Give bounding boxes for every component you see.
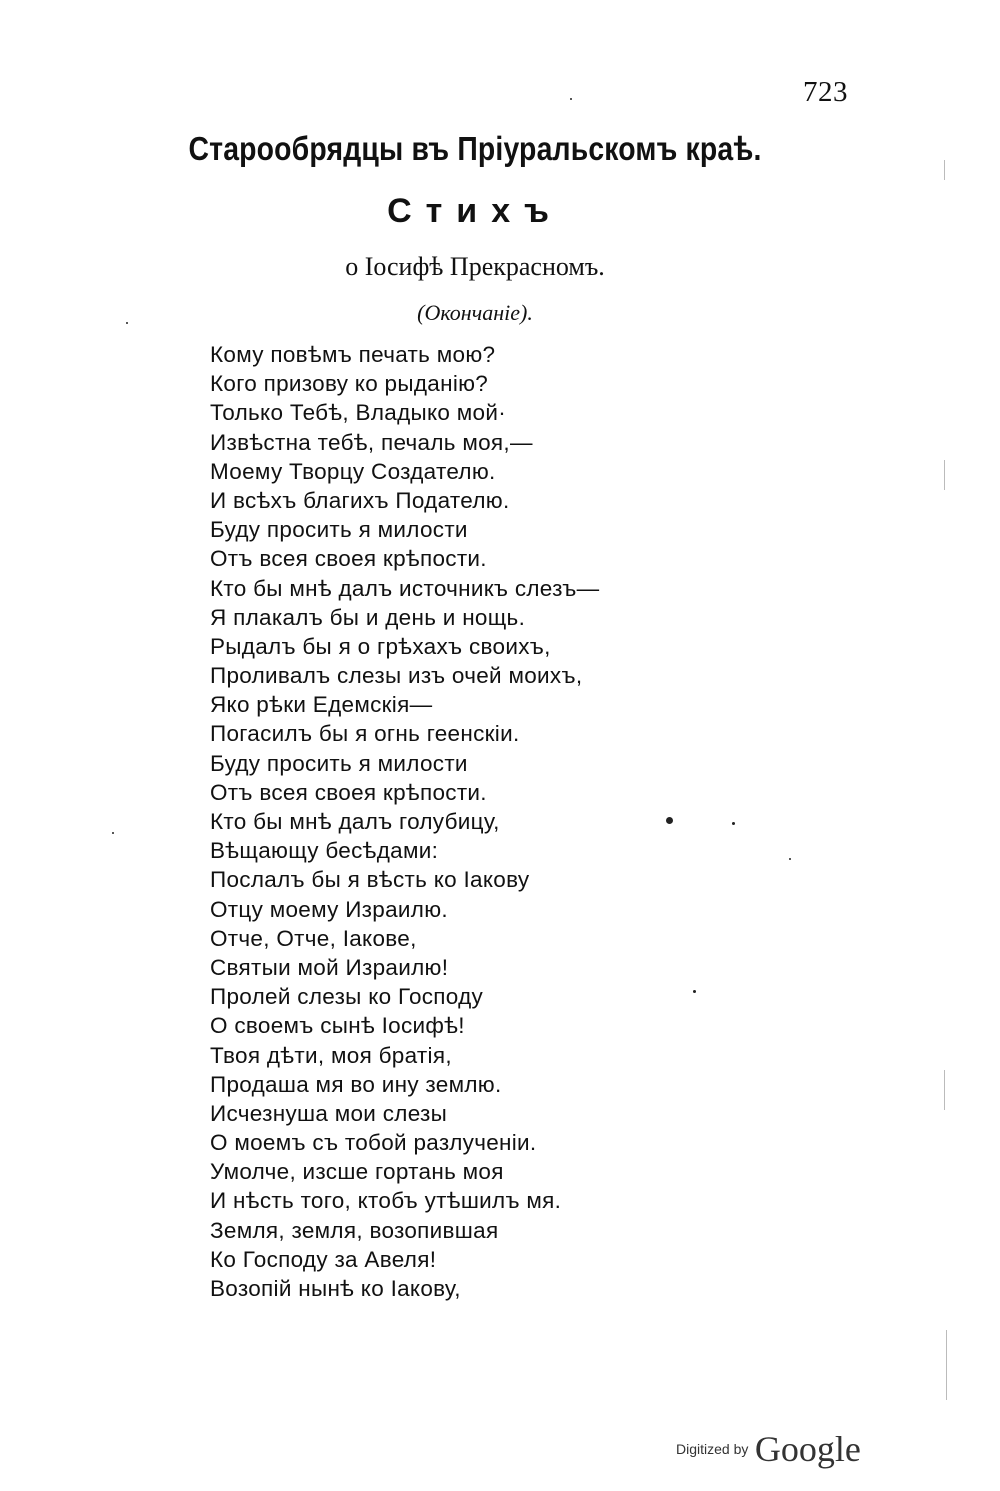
page-number: 723 (803, 76, 848, 108)
verse-line: Ко Господу за Авеля! (210, 1246, 437, 1272)
verse-line: Исчезнуша мои слезы (210, 1100, 448, 1126)
verse-line: Проливалъ слезы изъ очей моихъ, (210, 663, 583, 689)
verse-line: Возопій нынѣ ко Іакову, (210, 1276, 461, 1301)
verse-line: Кого призову ко рыданію? (210, 371, 489, 397)
verse-line: Кто бы мнѣ далъ голубицу, (210, 809, 500, 834)
scan-speck (570, 98, 572, 100)
verse-line: Моему Творцу Создателю. (210, 458, 496, 484)
verse-line: Кому повѣмъ печать мою? (210, 342, 496, 367)
verse-line: Кто бы мнѣ далъ источникъ слезъ— (210, 575, 600, 601)
poem-subject: о Іосифѣ Прекрасномъ. (345, 252, 605, 281)
verse-line: Я плакалъ бы и день и нощь. (210, 604, 526, 630)
scan-edge-line (944, 460, 945, 490)
verse-line: Яко рѣки Едемскія— (210, 692, 433, 718)
verse-line: Отъ всея своея крѣпости. (210, 779, 487, 805)
scan-edge-line (946, 1330, 947, 1400)
scan-speck (693, 990, 696, 993)
verse-line: Погасилъ бы я огнь геенскіи. (210, 721, 520, 747)
verse-line: И нѣсть того, ктобъ утѣшилъ мя. (210, 1188, 562, 1214)
verse-line: Отъ всея своея крѣпости. (210, 546, 487, 572)
verse-line: О своемъ сынѣ Іосифѣ! (210, 1013, 465, 1039)
verse-line: О моемъ съ тобой разлученіи. (210, 1130, 537, 1156)
verse-line: Буду просить я милости (210, 750, 468, 776)
poem-type-heading: Стихъ (387, 192, 563, 230)
installment-note: (Окончаніе). (417, 300, 533, 325)
verse-line: И всѣхъ благихъ Подателю. (210, 487, 510, 513)
verse-line: Послалъ бы я вѣсть ко Іакову (210, 867, 530, 893)
digitized-by-watermark (676, 1428, 861, 1470)
verse-line: Вѣщающу бесѣдами: (210, 838, 439, 864)
scan-edge-line (944, 160, 945, 180)
verse-line: Святыи мой Израилю! (210, 954, 449, 980)
running-header-title: Старообрядцы въ Пріуральскомъ краѣ. (188, 130, 762, 167)
scan-edge-line (944, 1070, 945, 1110)
scan-speck (666, 817, 673, 824)
verse-line: Отцу моему Израилю. (210, 896, 448, 922)
poem-verse (210, 340, 599, 1303)
scan-speck (732, 822, 735, 825)
scan-speck (126, 322, 128, 324)
verse-line: Твоя дѣти, моя братія, (210, 1042, 452, 1068)
verse-line: Рыдалъ бы я о грѣхахъ своихъ, (210, 633, 551, 659)
verse-line: Пролей слезы ко Господу (210, 984, 484, 1010)
verse-line: Умолче, изсше гортань моя (210, 1159, 504, 1185)
verse-line: Земля, земля, возопившая (210, 1217, 499, 1243)
scan-speck (789, 858, 791, 860)
digitized-brand: Google (754, 1429, 861, 1469)
digitized-label: Digitized by (676, 1441, 749, 1457)
verse-line: Буду просить я милости (210, 517, 468, 543)
verse-line: Извѣстна тебѣ, печаль моя,— (210, 429, 533, 455)
verse-line: Только Тебѣ, Владыко мой· (210, 400, 506, 426)
verse-line: Отче, Отче, Іакове, (210, 925, 417, 951)
verse-line: Продаша мя во ину землю. (210, 1071, 502, 1097)
scan-speck (112, 832, 114, 834)
